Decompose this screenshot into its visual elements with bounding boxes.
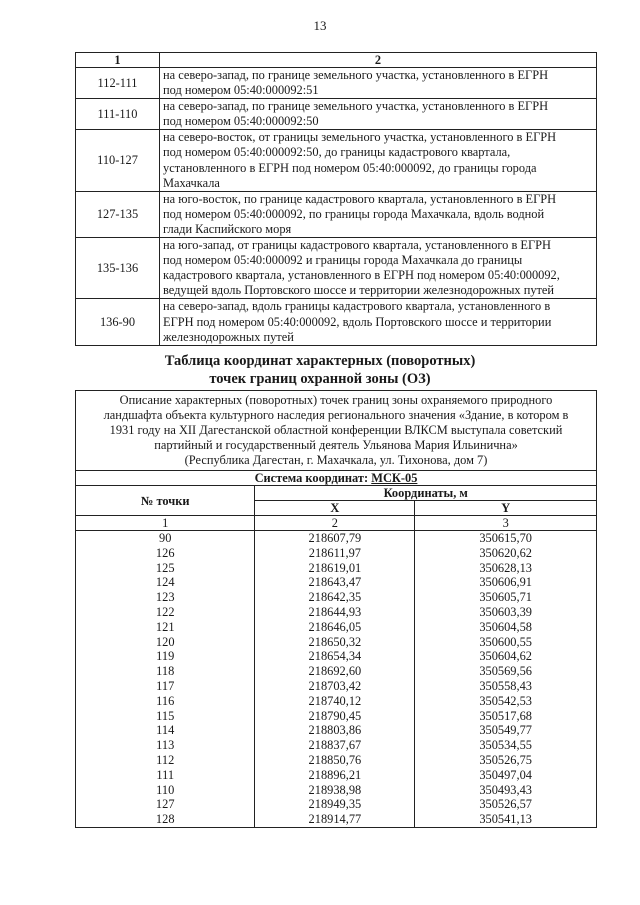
description-line: ведущей вдоль Портовского шоссе и территории железнодорожных путей xyxy=(163,283,555,298)
table-row xyxy=(76,664,597,679)
table-row xyxy=(76,783,597,798)
y-coordinate: 350604,58 xyxy=(415,620,597,635)
point-number: 114 xyxy=(76,723,255,738)
y-coordinate: 350606,91 xyxy=(415,575,597,590)
y-coordinate: 350542,53 xyxy=(415,694,597,709)
x-coordinate: 218803,86 xyxy=(255,723,415,738)
y-coordinate: 350600,55 xyxy=(415,635,597,650)
y-coordinate: 350628,13 xyxy=(415,561,597,576)
x-coordinate: 218949,35 xyxy=(255,797,415,812)
x-coordinate: 218740,12 xyxy=(255,694,415,709)
point-number: 112 xyxy=(76,753,255,768)
segment-id: 112-111 xyxy=(76,68,160,99)
segment-description xyxy=(160,130,597,191)
point-number: 125 xyxy=(76,561,255,576)
coordinates-table xyxy=(75,390,597,828)
header-cell: 2 xyxy=(160,53,597,68)
segment-row xyxy=(76,130,597,191)
coordinates-header: Координаты, м xyxy=(255,486,597,501)
x-coordinate: 218642,35 xyxy=(255,590,415,605)
table-row xyxy=(76,590,597,605)
point-number: 121 xyxy=(76,620,255,635)
y-coordinate: 350558,43 xyxy=(415,679,597,694)
segment-id: 135-136 xyxy=(76,238,160,299)
point-number: 90 xyxy=(76,531,255,546)
description-line: на северо-восток, от границы земельного участка, установленного в ЕГРН xyxy=(163,130,557,145)
y-coordinate: 350549,77 xyxy=(415,723,597,738)
header-cell: 1 xyxy=(76,53,160,68)
table-row xyxy=(76,812,597,827)
coordinate-system-row xyxy=(76,471,597,486)
table-row xyxy=(76,620,597,635)
point-number: 122 xyxy=(76,605,255,620)
header-row xyxy=(76,486,597,501)
table-row xyxy=(76,575,597,590)
point-number: 126 xyxy=(76,546,255,561)
description-line: на юго-восток, по границе кадастрового квартала, установленного в ЕГРН xyxy=(163,191,557,206)
segment-id: 127-135 xyxy=(76,191,160,237)
segment-row xyxy=(76,299,597,345)
y-coordinate: 350604,62 xyxy=(415,649,597,664)
segment-description xyxy=(160,299,597,345)
table-row xyxy=(76,605,597,620)
coordinate-system-label: Система координат: xyxy=(254,471,372,485)
description-line: под номером 05:40:000092:50, до границы кадастрового квартала, xyxy=(163,145,511,160)
y-coordinate: 350526,57 xyxy=(415,797,597,812)
x-coordinate: 218650,32 xyxy=(255,635,415,650)
x-coordinate: 218611,97 xyxy=(255,546,415,561)
segment-id: 111-110 xyxy=(76,99,160,130)
segments-body xyxy=(76,68,597,346)
description-line: Описание характерных (поворотных) точек границ зоны охраняемого природного xyxy=(119,393,553,407)
table-row xyxy=(76,679,597,694)
point-number: 116 xyxy=(76,694,255,709)
segment-row xyxy=(76,99,597,130)
description-line: на юго-запад, от границы кадастрового квартала, установленного в ЕГРН xyxy=(163,238,551,253)
y-coordinate: 350603,39 xyxy=(415,605,597,620)
x-coordinate: 218914,77 xyxy=(255,812,415,827)
boundary-segments-table xyxy=(75,52,597,346)
coordinate-system-value: МСК-05 xyxy=(371,471,418,485)
table-row xyxy=(76,649,597,664)
segment-description xyxy=(160,99,597,130)
x-coordinate: 218703,42 xyxy=(255,679,415,694)
x-header: X xyxy=(255,501,415,516)
table-row xyxy=(76,546,597,561)
description-row xyxy=(76,391,597,471)
y-coordinate: 350620,62 xyxy=(415,546,597,561)
x-coordinate: 218896,21 xyxy=(255,768,415,783)
segment-description xyxy=(160,238,597,299)
y-coordinate: 350569,56 xyxy=(415,664,597,679)
y-coordinate: 350497,04 xyxy=(415,768,597,783)
column-number: 3 xyxy=(415,516,597,531)
description-line: установленного в ЕГРН под номером 05:40:000092, до границы города xyxy=(163,160,537,175)
description-line: глади Каспийского моря xyxy=(163,221,292,236)
description-line: ландшафта объекта культурного наследия регионального значения «Здание, в котором в xyxy=(103,408,569,422)
segment-row xyxy=(76,191,597,237)
coordinate-system xyxy=(76,471,597,486)
segment-id: 136-90 xyxy=(76,299,160,345)
table-row xyxy=(76,635,597,650)
page-number: 13 xyxy=(313,18,327,33)
description-line: 1931 году на XII Дагестанской областной конференции ВЛКСМ выступала советский xyxy=(109,423,563,437)
table-row xyxy=(76,694,597,709)
x-coordinate: 218619,01 xyxy=(255,561,415,576)
x-coordinate: 218607,79 xyxy=(255,531,415,546)
point-number-header: № точки xyxy=(76,486,255,516)
x-coordinate: 218850,76 xyxy=(255,753,415,768)
description-line: под номером 05:40:000092, по границы города Махачкала, вдоль водной xyxy=(163,206,545,221)
point-number: 119 xyxy=(76,649,255,664)
y-coordinate: 350605,71 xyxy=(415,590,597,605)
table-row xyxy=(76,753,597,768)
point-number: 128 xyxy=(76,812,255,827)
table-row xyxy=(76,709,597,724)
description-line: кадастрового квартала, установленного в ЕГРН под номером 05:40:000092, xyxy=(163,268,560,283)
table-row xyxy=(76,738,597,753)
y-coordinate: 350526,75 xyxy=(415,753,597,768)
y-header: Y xyxy=(415,501,597,516)
description-line: (Республика Дагестан, г. Махачкала, ул. Тихонова, дом 7) xyxy=(184,453,488,467)
y-coordinate: 350541,13 xyxy=(415,812,597,827)
point-number: 113 xyxy=(76,738,255,753)
x-coordinate: 218644,93 xyxy=(255,605,415,620)
point-number: 110 xyxy=(76,783,255,798)
description-line: железнодорожных путей xyxy=(163,329,294,344)
segment-id: 110-127 xyxy=(76,130,160,191)
coordinates-table-title xyxy=(0,352,640,388)
x-coordinate: 218837,67 xyxy=(255,738,415,753)
point-number: 127 xyxy=(76,797,255,812)
y-coordinate: 350517,68 xyxy=(415,709,597,724)
x-coordinate: 218938,98 xyxy=(255,783,415,798)
y-coordinate: 350534,55 xyxy=(415,738,597,753)
description-line: под номером 05:40:000092:51 xyxy=(163,83,319,98)
description-line: на северо-запад, по границе земельного участка, установленного в ЕГРН xyxy=(163,68,549,82)
description-line: на северо-запад, вдоль границы кадастрового квартала, установленного в xyxy=(163,299,551,314)
table-header-row xyxy=(76,53,597,68)
table-row xyxy=(76,723,597,738)
description-line: на северо-запад, по границе земельного участка, установленного в ЕГРН xyxy=(163,99,549,114)
x-coordinate: 218790,45 xyxy=(255,709,415,724)
x-coordinate: 218643,47 xyxy=(255,575,415,590)
coordinates-body xyxy=(76,531,597,828)
segment-row xyxy=(76,68,597,99)
point-number: 117 xyxy=(76,679,255,694)
segment-row xyxy=(76,238,597,299)
column-number: 2 xyxy=(255,516,415,531)
y-coordinate: 350493,43 xyxy=(415,783,597,798)
point-number: 115 xyxy=(76,709,255,724)
description-line: под номером 05:40:000092:50 xyxy=(163,114,319,129)
column-number: 1 xyxy=(76,516,255,531)
segment-description xyxy=(160,191,597,237)
point-number: 118 xyxy=(76,664,255,679)
title-line: Таблица координат характерных (поворотных) xyxy=(164,353,476,369)
x-coordinate: 218654,34 xyxy=(255,649,415,664)
point-number: 124 xyxy=(76,575,255,590)
point-number: 120 xyxy=(76,635,255,650)
table-row xyxy=(76,768,597,783)
title-line: точек границ охранной зоны (ОЗ) xyxy=(209,371,431,387)
x-coordinate: 218692,60 xyxy=(255,664,415,679)
segment-description xyxy=(160,68,597,99)
x-coordinate: 218646,05 xyxy=(255,620,415,635)
y-coordinate: 350615,70 xyxy=(415,531,597,546)
table-row xyxy=(76,561,597,576)
point-number: 123 xyxy=(76,590,255,605)
description-line: ЕГРН под номером 05:40:000092, вдоль Портовского шоссе и территории xyxy=(163,314,552,329)
column-number-row xyxy=(76,516,597,531)
description-line: под номером 05:40:000092 и границы города Махачкала до границы xyxy=(163,253,523,268)
zone-description xyxy=(76,391,597,471)
description-line: партийный и государственный деятель Ульянова Мария Ильинична» xyxy=(154,438,518,452)
description-line: Махачкала xyxy=(163,175,220,190)
table-row xyxy=(76,797,597,812)
table-row xyxy=(76,531,597,546)
point-number: 111 xyxy=(76,768,255,783)
